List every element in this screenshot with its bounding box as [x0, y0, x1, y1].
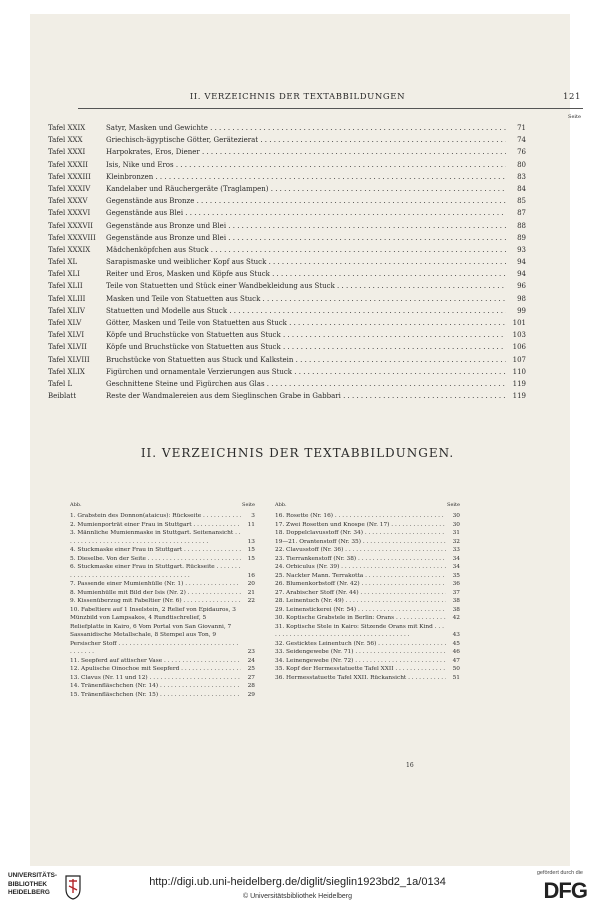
plate-number: Tafel XXXV [48, 197, 88, 206]
plate-title: Kandelaber und Räuchergeräte (Traglampen) . . . [106, 185, 506, 193]
plate-page: 71 [517, 124, 526, 132]
figure-caption [275, 546, 446, 555]
figure-caption [70, 529, 241, 546]
plate-title: Gegenstände aus Bronze . . . [106, 197, 506, 205]
plate-title: Gegenstände aus Blei . . . [106, 209, 506, 217]
figure-page: 31 [452, 530, 460, 536]
plate-row [48, 295, 526, 307]
figure-entry [275, 640, 460, 649]
figure-entry [70, 580, 255, 589]
figure-page: 29 [247, 691, 255, 698]
plate-title: Sarapismaske und weiblicher Kopf aus Stuck . . . [106, 258, 506, 266]
figure-entry [70, 555, 255, 564]
plate-title: Kleinbronzen . . . [106, 173, 506, 181]
figure-page: 3 [251, 513, 255, 519]
figure-entry [275, 606, 460, 615]
funding-label: gefördert durch die [536, 870, 583, 876]
figure-caption [275, 614, 446, 623]
figure-page: 30 [452, 513, 460, 519]
header-rule [78, 108, 583, 109]
plate-page: 84 [517, 184, 526, 193]
column-header [275, 502, 460, 512]
plate-row [48, 185, 526, 197]
figure-entry [275, 589, 460, 598]
plate-page: 119 [512, 392, 526, 401]
plates-table [48, 124, 526, 404]
figure-entry [70, 512, 255, 521]
figure-entry [275, 657, 460, 666]
figure-page: 25 [247, 666, 255, 672]
figure-caption-text: 27. Arabischer Stoff (Nr. 44) . . . [275, 590, 446, 596]
dfg-logo[interactable]: DFG [543, 878, 587, 903]
plate-page: 83 [517, 172, 526, 181]
plate-page: 110 [512, 367, 526, 376]
figure-caption [70, 606, 241, 657]
running-head-page: 121 [562, 92, 581, 102]
plate-row [48, 197, 526, 209]
plate-row [48, 307, 526, 319]
plate-number: Tafel XXXIII [48, 172, 91, 181]
plate-page: 119 [512, 379, 526, 388]
plate-title: Isis, Nike und Eros . . . [106, 161, 506, 169]
figure-caption [275, 529, 446, 538]
figure-caption-text: 33. Seidengewebe (Nr. 71) . . . [275, 649, 446, 655]
figure-entry [275, 538, 460, 547]
figure-entry [275, 665, 460, 674]
plate-row [48, 234, 526, 246]
plate-number: Tafel XLVII [48, 343, 87, 352]
figure-entry [275, 521, 460, 530]
section-heading: II. VERZEICHNIS DER TEXTABBILDUNGEN. [140, 446, 455, 460]
plate-number: Tafel XXXI [48, 148, 86, 157]
figure-caption [70, 555, 241, 564]
figure-page: 11 [247, 521, 255, 528]
plate-title: Götter, Masken und Teile von Statuetten aus Stuck . . . [106, 319, 506, 327]
plate-page: 103 [512, 331, 526, 340]
plate-row [48, 282, 526, 294]
plate-number: Tafel XXXII [48, 160, 88, 169]
uni-logo-line: UNIVERSITÄTS- [8, 872, 57, 879]
plate-number: Beiblatt [48, 392, 77, 401]
plate-number: Tafel XXXIX [48, 245, 91, 254]
uni-logo-line: BIBLIOTHEK [8, 880, 48, 888]
plate-number: Tafel XLVI [48, 331, 85, 340]
figure-entry [70, 563, 255, 580]
figure-entry [70, 529, 255, 546]
plate-title: Köpfe und Bruchstücke von Statuetten aus Stuck . . . [106, 331, 506, 339]
plate-page: 99 [517, 306, 526, 315]
plate-title: Statuetten und Modelle aus Stuck . . . [106, 307, 506, 315]
figure-caption-text: 29. Leinenstickerei (Nr. 54) . . . [275, 607, 446, 613]
figure-caption-text: 26. Blumenkorbstoff (Nr. 42) . . . [275, 581, 446, 587]
figure-caption [275, 512, 446, 521]
figure-caption [275, 640, 446, 649]
figure-caption [70, 657, 241, 666]
figure-page: 21 [247, 589, 255, 596]
plate-row [48, 270, 526, 282]
plate-page: 74 [517, 136, 526, 145]
plate-title: Griechisch-ägyptische Götter, Gerätezierat . . . [106, 136, 506, 144]
plate-row [48, 368, 526, 380]
plate-number: Tafel XLIX [48, 367, 85, 376]
sheet-number: 16 [406, 762, 414, 769]
abb-label: Abb. [275, 502, 287, 508]
figure-caption [275, 606, 446, 615]
figure-caption [275, 580, 446, 589]
plate-page: 80 [517, 160, 526, 169]
figure-caption-text: 32. Gesticktes Leinentuch (Nr. 56) . . . [275, 641, 446, 647]
figure-entry [275, 597, 460, 606]
figure-entry [70, 682, 255, 691]
figure-caption-text: 8. Mumienhülle mit Bild der Isis (Nr. 2) . . . [70, 590, 241, 596]
figure-caption-text: 16. Rosette (Nr. 16) . . . [275, 513, 446, 519]
running-head-title: II. VERZEICHNIS DER TEXTABBILDUNGEN [189, 92, 406, 102]
figure-entry [70, 589, 255, 598]
figure-caption-text: 34. Leinengewebe (Nr. 72) . . . [275, 658, 446, 664]
figure-page: 23 [247, 649, 255, 655]
plate-page: 88 [517, 221, 526, 230]
figure-page: 35 [452, 572, 460, 579]
plate-row [48, 136, 526, 148]
figure-caption-text: 17. Zwei Rosetten und Knospe (Nr. 17) . . . [275, 522, 446, 528]
plate-row [48, 246, 526, 258]
figure-caption [70, 546, 241, 555]
figure-entry [275, 512, 460, 521]
figure-caption [275, 657, 446, 666]
figure-caption-text: 6. Stuckmaske einer Frau in Stuttgart. Rückseite . . . [70, 564, 241, 579]
figure-page: 24 [247, 657, 255, 664]
figure-caption-text: 15. Tränenfläschchen (Nr. 15) . . . [70, 692, 241, 698]
figure-page: 46 [452, 649, 460, 655]
figure-caption [70, 665, 241, 674]
figure-entry [275, 563, 460, 572]
plate-title: Masken und Teile von Statuetten aus Stuck . . . [106, 295, 506, 303]
figure-caption [275, 521, 446, 530]
figure-entry [70, 606, 255, 657]
figure-list-left [70, 502, 255, 699]
plate-title: Reiter und Eros, Masken und Köpfe aus Stuck . . . [106, 270, 506, 278]
figure-entry [275, 572, 460, 581]
plate-row [48, 343, 526, 355]
figure-entry [275, 614, 460, 623]
plate-number: Tafel XL [48, 258, 78, 267]
figure-page: 15 [247, 555, 255, 562]
figure-page: 34 [452, 555, 460, 562]
abb-label: Abb. [70, 502, 82, 508]
figure-caption [275, 674, 446, 683]
figure-caption-text: 14. Tränenfläschchen (Nr. 14) . . . [70, 683, 241, 689]
figure-page: 51 [452, 674, 460, 681]
seite-label: Seite [447, 502, 460, 508]
plate-row [48, 222, 526, 234]
plate-page: 89 [517, 233, 526, 242]
figure-caption-text: 36. Hermesstatuette Tafel XXII. Rückansicht . . . [275, 675, 446, 681]
figure-caption [275, 563, 446, 572]
figure-page: 33 [452, 547, 460, 553]
figure-caption [70, 674, 241, 683]
figure-page: 20 [247, 581, 255, 587]
figure-page: 43 [452, 632, 460, 638]
figure-caption [70, 512, 241, 521]
figure-caption-text: 4. Stuckmaske einer Frau in Stuttgart . . . [70, 547, 241, 553]
figure-caption [275, 665, 446, 674]
plate-number: Tafel XLIV [48, 306, 85, 315]
figure-page: 47 [452, 657, 460, 664]
plate-number: Tafel XLI [48, 270, 80, 279]
figure-page: 22 [247, 598, 255, 604]
figure-entry [70, 597, 255, 606]
plate-number: Tafel L [48, 379, 73, 388]
figure-caption-text: 1. Grabstein des Donnon(ataicus): Rückseite . . . [70, 513, 241, 519]
figure-entry [70, 546, 255, 555]
plate-page: 76 [517, 148, 526, 157]
figure-entry [275, 546, 460, 555]
figure-page: 28 [247, 683, 255, 689]
uni-logo-line: HEIDELBERG [8, 889, 50, 896]
figure-caption [275, 572, 446, 581]
plate-row [48, 173, 526, 185]
figure-page: 30 [452, 521, 460, 528]
figure-entry [70, 521, 255, 530]
plate-number: Tafel XLIII [48, 294, 86, 303]
figure-page: 15 [247, 547, 255, 553]
figure-entry [275, 555, 460, 564]
figure-caption [275, 623, 446, 640]
figure-page: 34 [452, 564, 460, 570]
plate-page: 106 [512, 343, 526, 352]
figure-list-right [275, 502, 460, 682]
figure-caption-text: 19—21. Orantenstoff (Nr. 35) . . . [275, 539, 446, 545]
figure-caption-text: 30. Koptische Grabstele in Berlin: Orans . . . [275, 615, 446, 621]
plate-number: Tafel XLII [48, 282, 83, 291]
column-header [70, 502, 255, 512]
plate-page: 101 [512, 319, 526, 327]
plate-title: Bruchstücke von Statuetten aus Stuck und Kalkstein . . . [106, 356, 506, 364]
plate-row [48, 331, 526, 343]
figure-caption [275, 597, 446, 606]
figure-caption-text: 10. Fabeltiere auf 1 Inselstein, 2 Relief von Epidauros, 3 Münzbild von Lampsakos, 4 Rundtischrelief, 5 Reliefplatte in Kairo, 6 Vom Portal von San Giovanni, 7 Sassanidische Metallschale, 8 Stempel aus Ton, 9 Persischer Stoff . . . [70, 607, 238, 656]
plate-row [48, 124, 526, 136]
plate-title: Figürchen und ornamentale Verzierungen aus Stuck . . . [106, 368, 506, 376]
figure-caption-text: 3. Männliche Mumienmaske in Stuttgart. Seitenansicht . . . [70, 530, 241, 545]
figure-entry [70, 674, 255, 683]
running-head [0, 92, 595, 106]
plate-row [48, 148, 526, 160]
plate-number: Tafel XXXVIII [48, 233, 96, 242]
figure-caption-text: 23. Tierrankenstoff (Nr. 38) . . . [275, 556, 446, 562]
figure-caption-text: 9. Kissenüberzug mit Fabeltier (Nr. 6) . . . [70, 598, 241, 604]
figure-entry [275, 580, 460, 589]
figure-page: 38 [452, 598, 460, 604]
figure-entry [275, 648, 460, 657]
figure-page: 42 [452, 615, 460, 621]
plate-page: 94 [517, 258, 526, 267]
plate-number: Tafel XXXIV [48, 184, 91, 193]
plate-page: 94 [517, 270, 526, 279]
figure-caption [275, 648, 446, 657]
figure-caption-text: 31. Koptische Stele in Kairo: Sitzende Orans mit Kind . . . [275, 624, 444, 639]
figure-entry [70, 691, 255, 700]
plate-number: Tafel XLVIII [48, 355, 90, 364]
figure-page: 16 [247, 572, 255, 579]
figure-caption [70, 589, 241, 598]
figure-caption [70, 682, 241, 691]
figure-caption [275, 555, 446, 564]
plate-title: Geschnittene Steine und Figürchen aus Glas . . . [106, 380, 506, 388]
figure-entry [275, 623, 460, 640]
figure-page: 38 [452, 606, 460, 613]
figure-entry [275, 529, 460, 538]
figure-caption-text: 12. Apulische Oinochoe mit Seepferd . . . [70, 666, 241, 672]
plate-title: Köpfe und Bruchstücke von Statuetten aus Stuck . . . [106, 343, 506, 351]
seite-label: Seite [568, 114, 581, 120]
figure-caption-text: 25. Nackter Mann. Terrakotta . . . [275, 573, 446, 579]
plate-row [48, 319, 526, 331]
plate-page: 98 [517, 294, 526, 303]
plate-title: Gegenstände aus Bronze und Blei . . . [106, 222, 506, 230]
figure-caption-text: 5. Dieselbe. Von der Seite . . . [70, 556, 241, 562]
figure-page: 27 [247, 674, 255, 681]
figure-caption-text: 11. Seepferd auf attischer Vase . . . [70, 658, 241, 664]
plate-number: Tafel XLV [48, 319, 82, 327]
plate-number: Tafel XXIX [48, 124, 86, 132]
figure-caption [70, 691, 241, 700]
plate-row [48, 392, 526, 404]
figure-caption-text: 2. Mumienporträt einer Frau in Stuttgart . . . [70, 522, 241, 528]
figure-caption-text: 28. Leinentuch (Nr. 49) . . . [275, 598, 446, 604]
plate-row [48, 161, 526, 173]
plate-page: 93 [517, 245, 526, 254]
plate-title: Gegenstände aus Bronze und Blei . . . [106, 234, 506, 242]
plate-title: Mädchenköpfchen aus Stuck . . . [106, 246, 506, 254]
figure-caption [70, 597, 241, 606]
permalink-url[interactable]: http://digi.ub.uni-heidelberg.de/diglit/sieglin1923bd2_1a/0134 [149, 876, 446, 888]
plate-page: 107 [512, 355, 526, 364]
plate-title: Teile von Statuetten und Stück einer Wandbekleidung aus Stuck . . . [106, 282, 506, 290]
plate-title: Harpokrates, Eros, Diener . . . [106, 148, 506, 156]
plate-page: 87 [517, 209, 526, 218]
plate-row [48, 356, 526, 368]
plate-row [48, 380, 526, 392]
figure-caption-text: 22. Clavusstoff (Nr. 36) . . . [275, 547, 446, 553]
plate-row [48, 209, 526, 221]
figure-entry [70, 657, 255, 666]
plate-number: Tafel XXX [48, 136, 83, 145]
copyright-text: © Universitätsbibliothek Heidelberg [242, 893, 353, 900]
figure-page: 36 [452, 581, 460, 587]
figure-caption-text: 35. Kopf der Hermesstatuette Tafel XXII . . . [275, 666, 446, 672]
figure-caption [70, 563, 241, 580]
figure-entry [275, 674, 460, 683]
plate-page: 85 [517, 197, 526, 206]
figure-caption [275, 538, 446, 547]
plate-page: 96 [517, 282, 526, 291]
plate-row [48, 258, 526, 270]
plate-title: Reste der Wandmalereien aus dem Sieglinschen Grabe in Gabbari . . . [106, 392, 506, 400]
figure-caption-text: 7. Passende einer Mumienhülle (Nr. 1) . . . [70, 581, 241, 587]
plate-number: Tafel XXXVI [48, 209, 91, 218]
figure-caption [70, 580, 241, 589]
figure-page: 45 [452, 640, 460, 647]
figure-page: 32 [452, 538, 460, 545]
figure-page: 13 [247, 538, 255, 545]
figure-caption [275, 589, 446, 598]
plate-title: Satyr, Masken und Gewichte . . . [106, 124, 506, 132]
figure-caption-text: 13. Clavus (Nr. 11 und 12) . . . [70, 675, 241, 681]
figure-caption [70, 521, 241, 530]
figure-page: 37 [452, 589, 460, 596]
plate-number: Tafel XXXVII [48, 221, 94, 230]
seite-label: Seite [242, 502, 255, 508]
figure-page: 50 [452, 666, 460, 672]
figure-caption-text: 24. Orbiculus (Nr. 39) . . . [275, 564, 446, 570]
figure-caption-text: 18. Doppelclavusstoff (Nr. 34) . . . [275, 530, 446, 536]
figure-entry [70, 665, 255, 674]
